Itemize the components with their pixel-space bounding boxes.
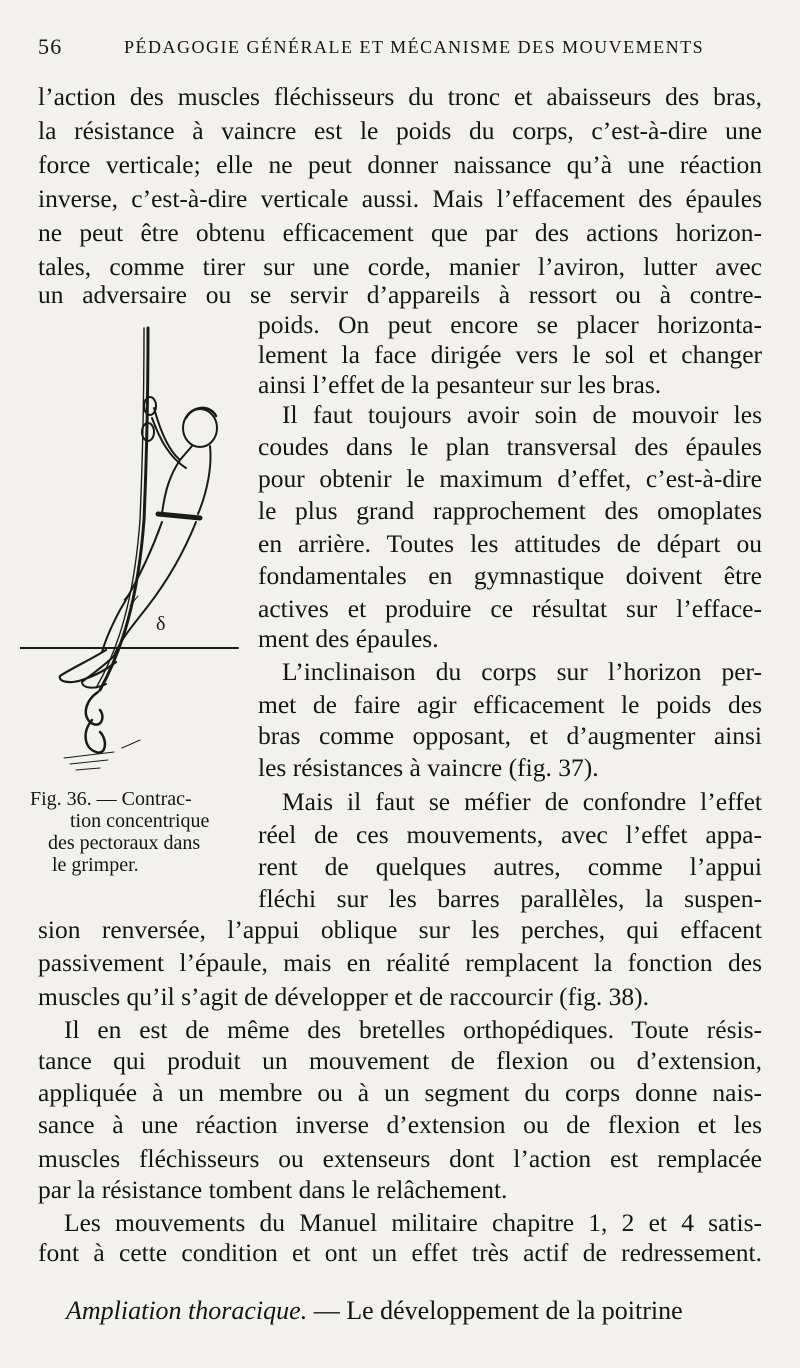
text-line: sance à une réaction inverse d’extension ou de flexion et les: [38, 1110, 762, 1139]
text-line: ne peut être obtenu efficacement que par des actions horizon-: [38, 218, 762, 247]
text-line: lement la face dirigée vers le sol et changer: [258, 340, 762, 369]
text-line: L’inclinaison du corps sur l’horizon per-: [282, 657, 762, 686]
text-line: sion renversée, l’appui oblique sur les perches, qui effacent: [38, 915, 762, 944]
rope-climber-illustration: [20, 300, 252, 790]
text-line: réel de ces mouvements, avec l’effet appa-: [258, 820, 762, 849]
section-title: Ampliation thoracique.: [66, 1296, 308, 1325]
text-line: l’action des muscles fléchisseurs du tronc et abaisseurs des bras,: [38, 82, 762, 111]
text-line: pour obtenir le maximum d’effet, c’est-à-dire: [258, 464, 762, 493]
text-line: appliquée à un membre ou à un segment du corps donne nais-: [38, 1078, 762, 1107]
text-line: font à cette condition et ont un effet très actif de redressement.: [38, 1238, 762, 1267]
text-line: tance qui produit un mouvement de flexion ou d’extension,: [38, 1046, 762, 1075]
text-line: met de faire agir efficacement le poids des: [258, 690, 762, 719]
caption-line: tion concentrique: [70, 810, 210, 832]
text-line: actives et produire ce résultat sur l’efface-: [258, 594, 762, 623]
caption-line: des pectoraux dans: [48, 832, 201, 854]
text-line: Il faut toujours avoir soin de mouvoir les: [282, 400, 762, 429]
text-line: muscles qu’il s’agit de développer et de raccourcir (fig. 38).: [38, 982, 650, 1011]
text-line: les résistances à vaincre (fig. 37).: [258, 753, 599, 782]
text-line: tales, comme tirer sur une corde, manier l’aviron, lutter avec: [38, 252, 762, 281]
text-line: bras comme opposant, et d’augmenter ainsi: [258, 721, 762, 750]
caption-line: le grimper.: [52, 854, 139, 876]
text-line: en arrière. Toutes les attitudes de départ ou: [258, 529, 762, 558]
page-number: 56: [38, 34, 63, 59]
text-line: Les mouvements du Manuel militaire chapitre 1, 2 et 4 satis-: [64, 1208, 762, 1237]
text-line: un adversaire ou se servir d’appareils à ressort ou à contre-: [38, 280, 762, 309]
text-line: fondamentales en gymnastique doivent être: [258, 561, 762, 590]
caption-line: Fig. 36. — Contrac-: [30, 788, 192, 810]
text-line: le plus grand rapprochement des omoplates: [258, 496, 762, 525]
running-title: PÉDAGOGIE GÉNÉRALE ET MÉCANISME DES MOUVEMENTS: [124, 37, 705, 57]
page-header: [38, 34, 760, 64]
text-line: force verticale; elle ne peut donner naissance qu’à une réaction: [38, 150, 762, 179]
section-heading-line: [66, 1292, 762, 1330]
text-line: coudes dans le plan transversal des épaules: [258, 432, 762, 461]
text-line: muscles fléchisseurs ou extenseurs dont l’action est remplacée: [38, 1144, 762, 1173]
text-line: Mais il faut se méfier de confondre l’effet: [282, 787, 762, 816]
text-line: ainsi l’effet de la pesanteur sur les bras.: [258, 370, 662, 399]
figure-36: [20, 300, 252, 790]
text-line: rent de quelques autres, comme l’appui: [258, 852, 762, 881]
text-line: fléchi sur les barres parallèles, la suspen-: [258, 884, 762, 913]
text-line: par la résistance tombent dans le relâchement.: [38, 1175, 508, 1204]
text-line: ment des épaules.: [258, 624, 439, 653]
text-line: inverse, c’est-à-dire verticale aussi. Mais l’effacement des épaules: [38, 184, 762, 213]
text-line: poids. On peut encore se placer horizonta-: [258, 310, 762, 339]
text-line: la résistance à vaincre est le poids du corps, c’est-à-dire une: [38, 116, 762, 145]
section-text: — Le développement de la poitrine: [307, 1296, 683, 1325]
figure-caption: [30, 788, 260, 876]
text-line: passivement l’épaule, mais en réalité remplacent la fonction des: [38, 948, 762, 977]
figure-marker: δ: [156, 613, 166, 635]
text-line: Il en est de même des bretelles orthopédiques. Toute résis-: [64, 1015, 762, 1044]
